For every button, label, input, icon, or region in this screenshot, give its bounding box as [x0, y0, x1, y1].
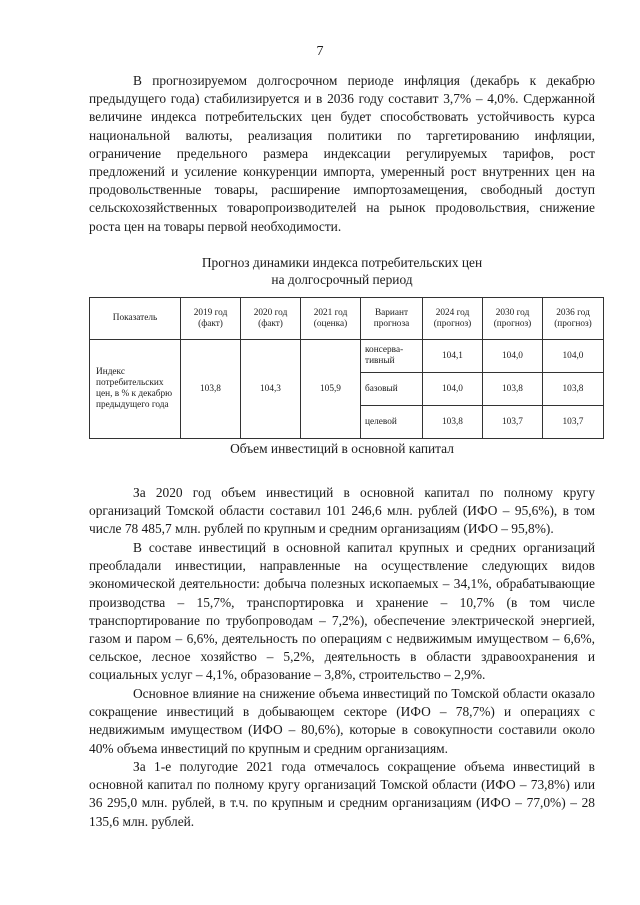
header-cell: 2036 год (прогноз)	[543, 298, 604, 340]
cpi-forecast-table	[89, 297, 604, 439]
header-cell: Вариант прогноза	[361, 298, 423, 340]
value-2036-cell: 103,7	[543, 406, 604, 439]
header-cell: 2021 год (оценка)	[301, 298, 361, 340]
table-title-line1: Прогноз динамики индекса потребительских цен	[201, 255, 483, 270]
header-cell: 2020 год (факт)	[241, 298, 301, 340]
paragraph-investment-structure: В составе инвестиций в основной капитал крупных и средних организаций преобладали инвестиции, направленные на осуществление следующих видов экономической деятельности: добыча полезных ископаемых – 34,1%, обрабатывающие производства – 15,7%, транспортировка и хранение – 10,7% (в том числе транспортирование по трубопроводам – 7,2%), обеспечение электрической энергией, газом и паром – 6,6%, деятельность по операциям с недвижимым имуществом – 6,6%, сельское, лесное хозяйство – 5,2%, деятельность в области здравоохранения и социальных услуг – 4,1%, образование – 3,8%, строительство – 2,9%.	[89, 540, 595, 683]
indicator-cell: Индекс потребительских цен, в % к декабрю предыдущего года	[90, 340, 181, 439]
section-title: Объем инвестиций в основной капитал	[230, 441, 454, 456]
header-cell: Показатель	[90, 298, 181, 340]
paragraph-decline-factors: Основное влияние на снижение объема инвестиций по Томской области оказало сокращение инвестиций в добывающем секторе (ИФО – 78,7%) и операциях с недвижимым имуществом (ИФО – 80,6%), которые в совокупности составили около 40% объема инвестиций по крупным и средним организациям.	[89, 686, 595, 756]
value-2024-cell: 104,1	[423, 340, 483, 373]
header-cell: 2024 год (прогноз)	[423, 298, 483, 340]
estimate-2021-cell: 105,9	[301, 340, 361, 439]
value-2036-cell: 104,0	[543, 340, 604, 373]
table-row	[90, 340, 604, 373]
variant-cell: консерва-тивный	[361, 340, 423, 373]
value-2036-cell: 103,8	[543, 373, 604, 406]
paragraph-half-year-2021: За 1-е полугодие 2021 года отмечалось сокращение объема инвестиций в основной капитал по полному кругу организаций Томской области (ИФО – 73,8%) или 36 295,0 млн. рублей, в т.ч. по крупным и средним организациям (ИФО – 77,0%) – 28 135,6 млн. рублей.	[89, 759, 595, 829]
table-title-line2: на долгосрочный период	[271, 272, 413, 287]
paragraph-investment-2020: За 2020 год объем инвестиций в основной капитал по полному кругу организаций Томской области составил 101 246,6 млн. рублей (ИФО – 95,6%), в том числе 78 485,7 млн. рублей по крупным и средним организациям (ИФО – 95,8%).	[89, 485, 595, 537]
value-2030-cell: 104,0	[483, 340, 543, 373]
variant-cell: базовый	[361, 373, 423, 406]
table-header-row	[90, 298, 604, 340]
header-cell: 2019 год (факт)	[181, 298, 241, 340]
value-2024-cell: 103,8	[423, 406, 483, 439]
value-2030-cell: 103,7	[483, 406, 543, 439]
intro-paragraph: В прогнозируемом долгосрочном периоде инфляция (декабрь к декабрю предыдущего года) стабилизируется и в 2036 году составит 3,7% – 4,0%. Сдержанной величине индекса потребительских цен будет способствовать устойчивость курса национальной валюты, реализация политики по таргетированию инфляции, ограничение предельного размера индексации регулируемых тарифов, рост предложений и усиление конкуренции импорта, умеренный рост внутренних цен на продовольственные товары, расширение импортозамещения, свободный доступ сельскохозяйственных товаропроизводителей на рынок продовольствия, снижение роста цен на товары первой необходимости.	[89, 73, 595, 234]
header-cell: 2030 год (прогноз)	[483, 298, 543, 340]
page-number: 7	[316, 44, 324, 59]
value-2024-cell: 104,0	[423, 373, 483, 406]
fact-2019-cell: 103,8	[181, 340, 241, 439]
fact-2020-cell: 104,3	[241, 340, 301, 439]
value-2030-cell: 103,8	[483, 373, 543, 406]
variant-cell: целевой	[361, 406, 423, 439]
